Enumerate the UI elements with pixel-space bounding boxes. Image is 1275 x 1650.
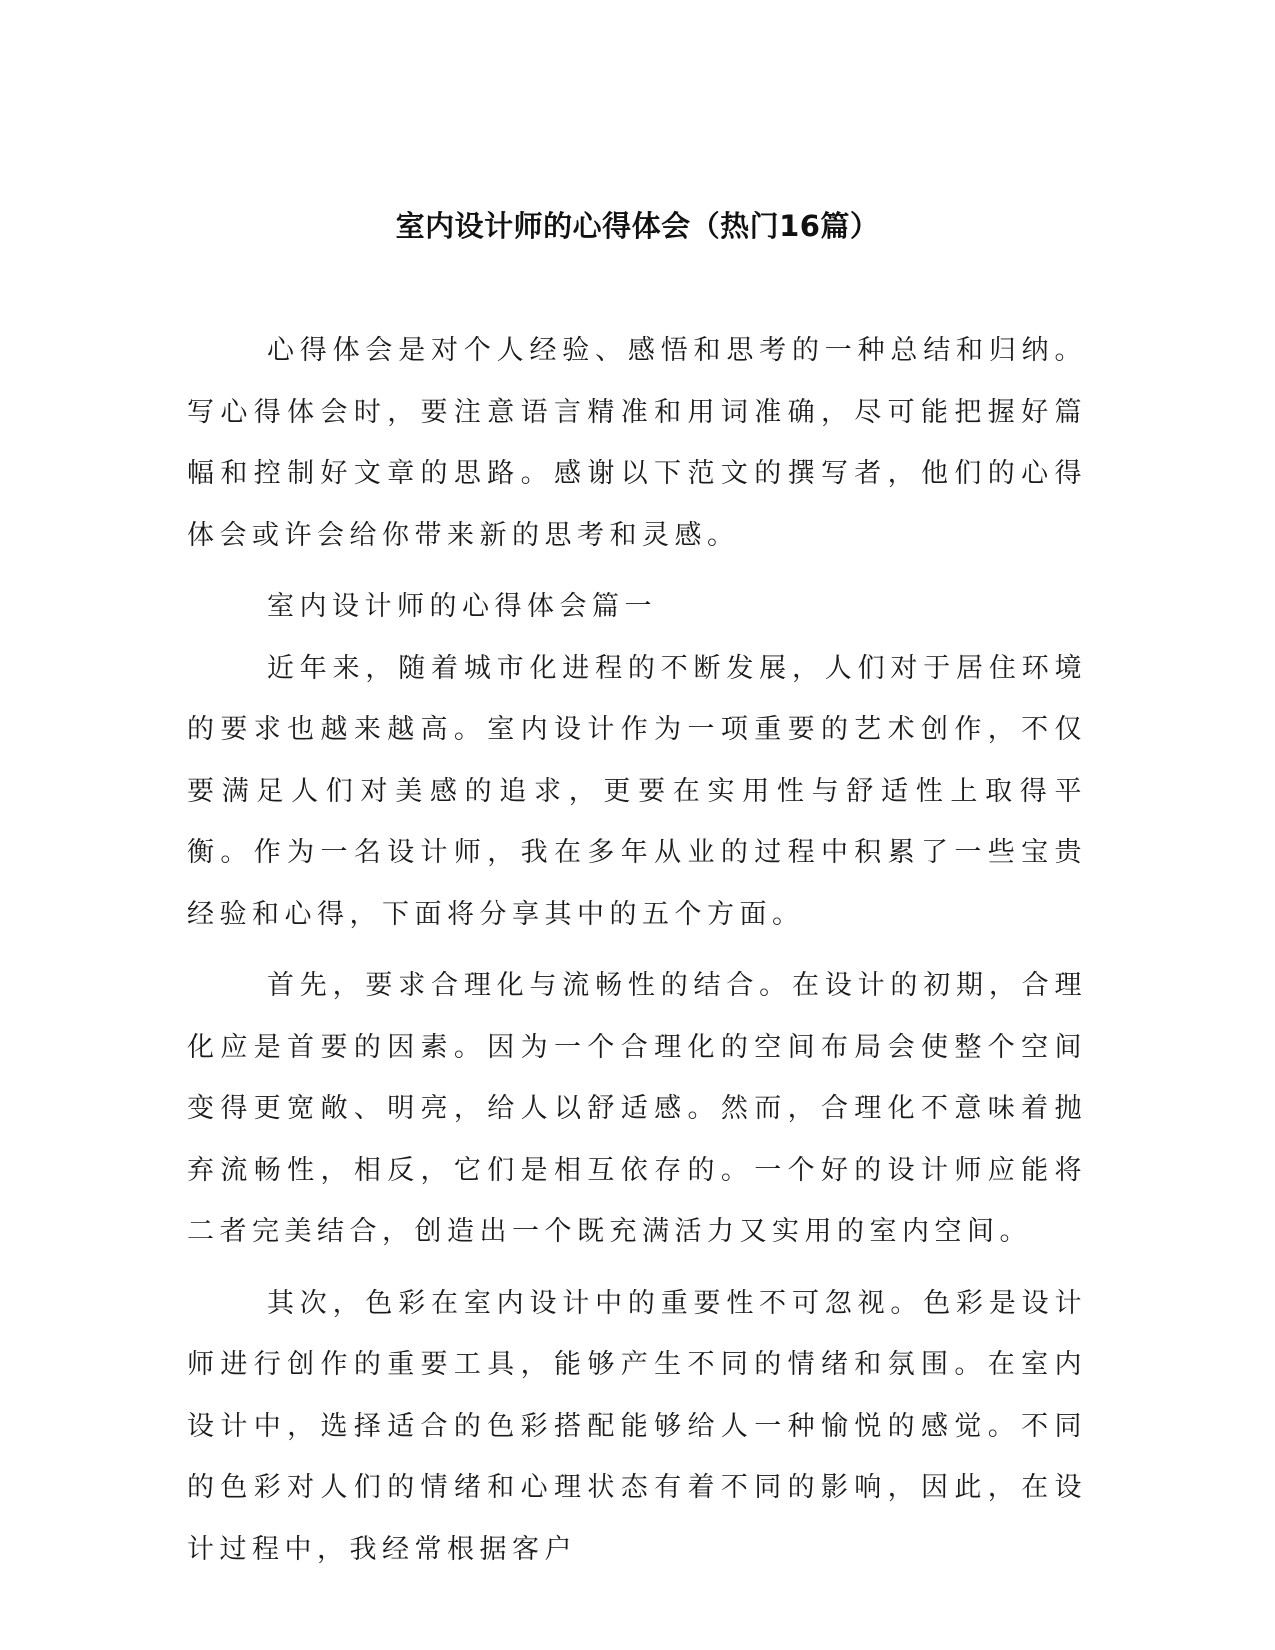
intro-paragraph: 心得体会是对个人经验、感悟和思考的一种总结和归纳。写心得体会时，要注意语言精准和用词准确，尽可能把握好篇幅和控制好文章的思路。感谢以下范文的撰写者，他们的心得体会或许会给你带来新的思考和灵感。	[187, 335, 1087, 551]
document-body	[187, 320, 1087, 1590]
section-heading: 室内设计师的心得体会篇一	[267, 591, 657, 622]
body-paragraph: 其次，色彩在室内设计中的重要性不可忽视。色彩是设计师进行创作的重要工具，能够产生不同的情绪和氛围。在室内设计中，选择适合的色彩搭配能够给人一种愉悦的感觉。不同的色彩对人们的情绪和心理状态有着不同的影响，因此，在设计过程中，我经常根据客户	[187, 1287, 1087, 1565]
body-paragraph: 近年来，随着城市化进程的不断发展，人们对于居住环境的要求也越来越高。室内设计作为一项重要的艺术创作，不仅要满足人们对美感的追求，更要在实用性与舒适性上取得平衡。作为一名设计师，我在多年从业的过程中积累了一些宝贵经验和心得，下面将分享其中的五个方面。	[187, 652, 1087, 930]
body-paragraph: 首先，要求合理化与流畅性的结合。在设计的初期，合理化应是首要的因素。因为一个合理化的空间布局会使整个空间变得更宽敞、明亮，给人以舒适感。然而，合理化不意味着抛弃流畅性，相反，它们是相互依存的。一个好的设计师应能将二者完美结合，创造出一个既充满活力又实用的室内空间。	[187, 970, 1087, 1247]
document-title: 室内设计师的心得体会（热门16篇）	[395, 209, 880, 243]
